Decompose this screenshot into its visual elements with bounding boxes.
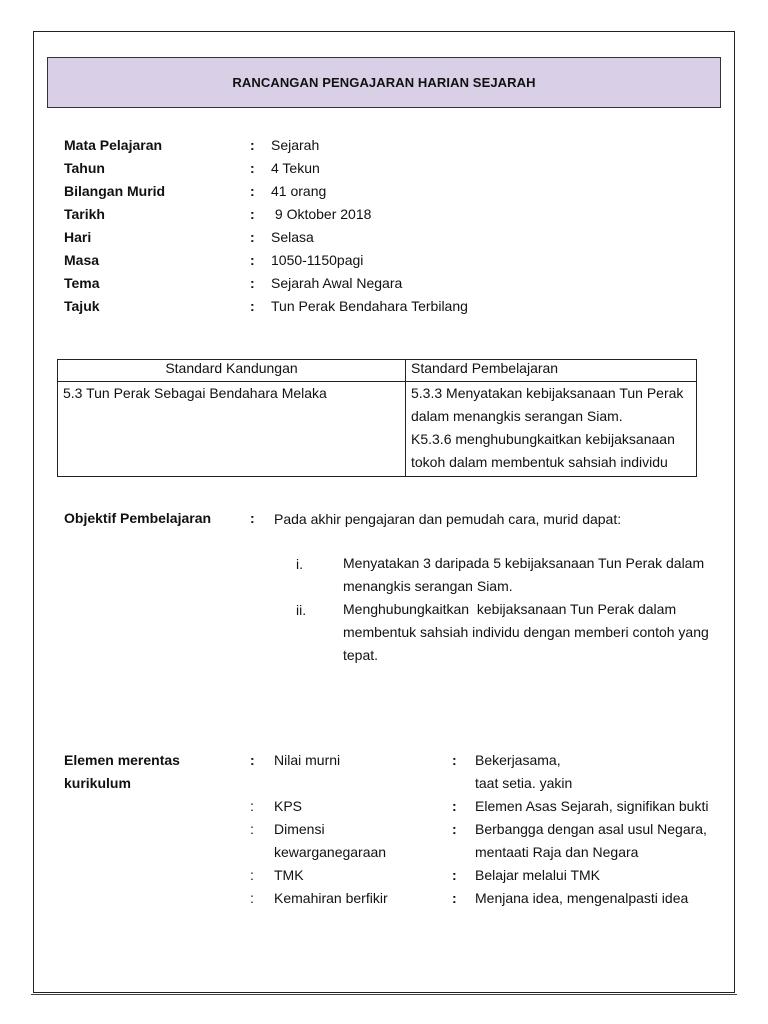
info-colon: : bbox=[250, 183, 255, 199]
elemen-name: TMK bbox=[274, 867, 304, 883]
elemen-colon: : bbox=[250, 821, 254, 837]
info-row-tema bbox=[64, 275, 704, 295]
cell-line: 5.3.3 Menyatakan kebijaksanaan Tun Perak bbox=[411, 385, 684, 401]
info-value: Sejarah Awal Negara bbox=[271, 275, 403, 291]
elemen-value-colon: : bbox=[452, 867, 457, 883]
objektif-item-number: i. bbox=[296, 556, 303, 572]
info-label: Tarikh bbox=[64, 206, 105, 222]
elemen-label-line: Elemen merentas bbox=[64, 752, 180, 768]
info-row-mata-pelajaran bbox=[64, 137, 704, 157]
elemen-value-colon: : bbox=[452, 890, 457, 906]
objektif-item bbox=[343, 598, 709, 667]
info-row-tarikh bbox=[64, 206, 704, 226]
info-row-tahun bbox=[64, 160, 704, 180]
objektif-item bbox=[343, 552, 704, 598]
cell-standard-kandungan bbox=[58, 382, 406, 477]
cell-line: dalam menangkis serangan Siam. bbox=[411, 408, 623, 424]
info-value: 41 orang bbox=[271, 183, 327, 199]
elemen-value: Belajar melalui TMK bbox=[475, 867, 601, 883]
elemen-name: KPS bbox=[274, 798, 303, 814]
elemen-value: Menjana idea, mengenalpasti idea bbox=[475, 890, 689, 906]
elemen-value bbox=[475, 818, 707, 864]
objektif-intro: Pada akhir pengajaran dan pemudah cara, murid dapat: bbox=[274, 511, 622, 527]
elemen-colon: : bbox=[250, 890, 254, 906]
elemen-label bbox=[64, 749, 180, 795]
info-colon: : bbox=[250, 298, 255, 314]
elemen-value bbox=[475, 749, 572, 795]
info-label: Mata Pelajaran bbox=[64, 137, 163, 153]
cell-standard-pembelajaran bbox=[406, 382, 697, 477]
info-colon: : bbox=[250, 206, 255, 222]
info-row-masa bbox=[64, 252, 704, 272]
info-value: Sejarah bbox=[271, 137, 320, 153]
document-title-box bbox=[47, 57, 721, 108]
info-row-bilangan-murid bbox=[64, 183, 704, 203]
info-value: 9 Oktober 2018 bbox=[271, 206, 372, 222]
cell-text: 5.3 Tun Perak Sebagai Bendahara Melaka bbox=[63, 385, 327, 401]
info-colon: : bbox=[250, 137, 255, 153]
info-colon: : bbox=[250, 160, 255, 176]
elemen-name: Nilai murni bbox=[274, 752, 341, 768]
elemen-value-colon: : bbox=[452, 798, 457, 814]
info-label: Masa bbox=[64, 252, 100, 268]
objektif-item-line: tepat. bbox=[343, 647, 379, 663]
objektif-item-line: menangkis serangan Siam. bbox=[343, 578, 513, 594]
info-colon: : bbox=[250, 275, 255, 291]
elemen-value-line: mentaati Raja dan Negara bbox=[475, 844, 639, 860]
elemen-value-colon: : bbox=[452, 752, 457, 768]
elemen-name-line: Dimensi bbox=[274, 821, 325, 837]
objektif-item-line: Menghubungkaitkan kebijaksanaan Tun Perak dalam bbox=[343, 601, 677, 617]
elemen-value: Elemen Asas Sejarah, signifikan bukti bbox=[475, 798, 709, 814]
objektif-item-line: Menyatakan 3 daripada 5 kebijaksanaan Tun Perak dalam bbox=[343, 555, 705, 571]
info-label: Hari bbox=[64, 229, 92, 245]
elemen-value-line: Bekerjasama, bbox=[475, 752, 561, 768]
elemen-value-line: Berbangga dengan asal usul Negara, bbox=[475, 821, 707, 837]
elemen-value-colon: : bbox=[452, 821, 457, 837]
info-colon: : bbox=[250, 252, 255, 268]
table-header-row bbox=[58, 360, 697, 382]
elemen-value-line: taat setia. yakin bbox=[475, 775, 573, 791]
info-value: 1050-1150pagi bbox=[271, 252, 364, 268]
cell-line: K5.3.6 menghubungkaitkan kebijaksanaan bbox=[411, 431, 675, 447]
elemen-name: Kemahiran berfikir bbox=[274, 890, 388, 906]
objektif-item-line: membentuk sahsiah individu dengan memberi contoh yang bbox=[343, 624, 709, 640]
elemen-colon: : bbox=[250, 798, 254, 814]
table-row bbox=[58, 382, 697, 477]
cell-line: tokoh dalam membentuk sahsiah individu bbox=[411, 454, 668, 470]
info-label: Bilangan Murid bbox=[64, 183, 166, 199]
info-value: Tun Perak Bendahara Terbilang bbox=[271, 298, 468, 314]
elemen-name-line: kewarganegaraan bbox=[274, 844, 387, 860]
info-colon: : bbox=[250, 229, 255, 245]
info-label: Tema bbox=[64, 275, 100, 291]
objektif-label: Objektif Pembelajaran bbox=[64, 510, 212, 526]
info-row-hari bbox=[64, 229, 704, 249]
elemen-name bbox=[274, 818, 386, 864]
header-standard-kandungan: Standard Kandungan bbox=[58, 360, 406, 382]
info-value: 4 Tekun bbox=[271, 160, 320, 176]
info-row-tajuk bbox=[64, 298, 704, 318]
elemen-label-line: kurikulum bbox=[64, 775, 131, 791]
objektif-item-number: ii. bbox=[296, 602, 307, 618]
standards-table bbox=[57, 359, 697, 477]
page-border-shadow bbox=[31, 994, 737, 997]
header-standard-pembelajaran: Standard Pembelajaran bbox=[406, 360, 697, 382]
info-label: Tahun bbox=[64, 160, 105, 176]
elemen-colon: : bbox=[250, 752, 255, 768]
objektif-colon: : bbox=[250, 510, 255, 526]
elemen-colon: : bbox=[250, 867, 254, 883]
info-value: Selasa bbox=[271, 229, 314, 245]
document-title: RANCANGAN PENGAJARAN HARIAN SEJARAH bbox=[232, 75, 536, 90]
info-label: Tajuk bbox=[64, 298, 100, 314]
